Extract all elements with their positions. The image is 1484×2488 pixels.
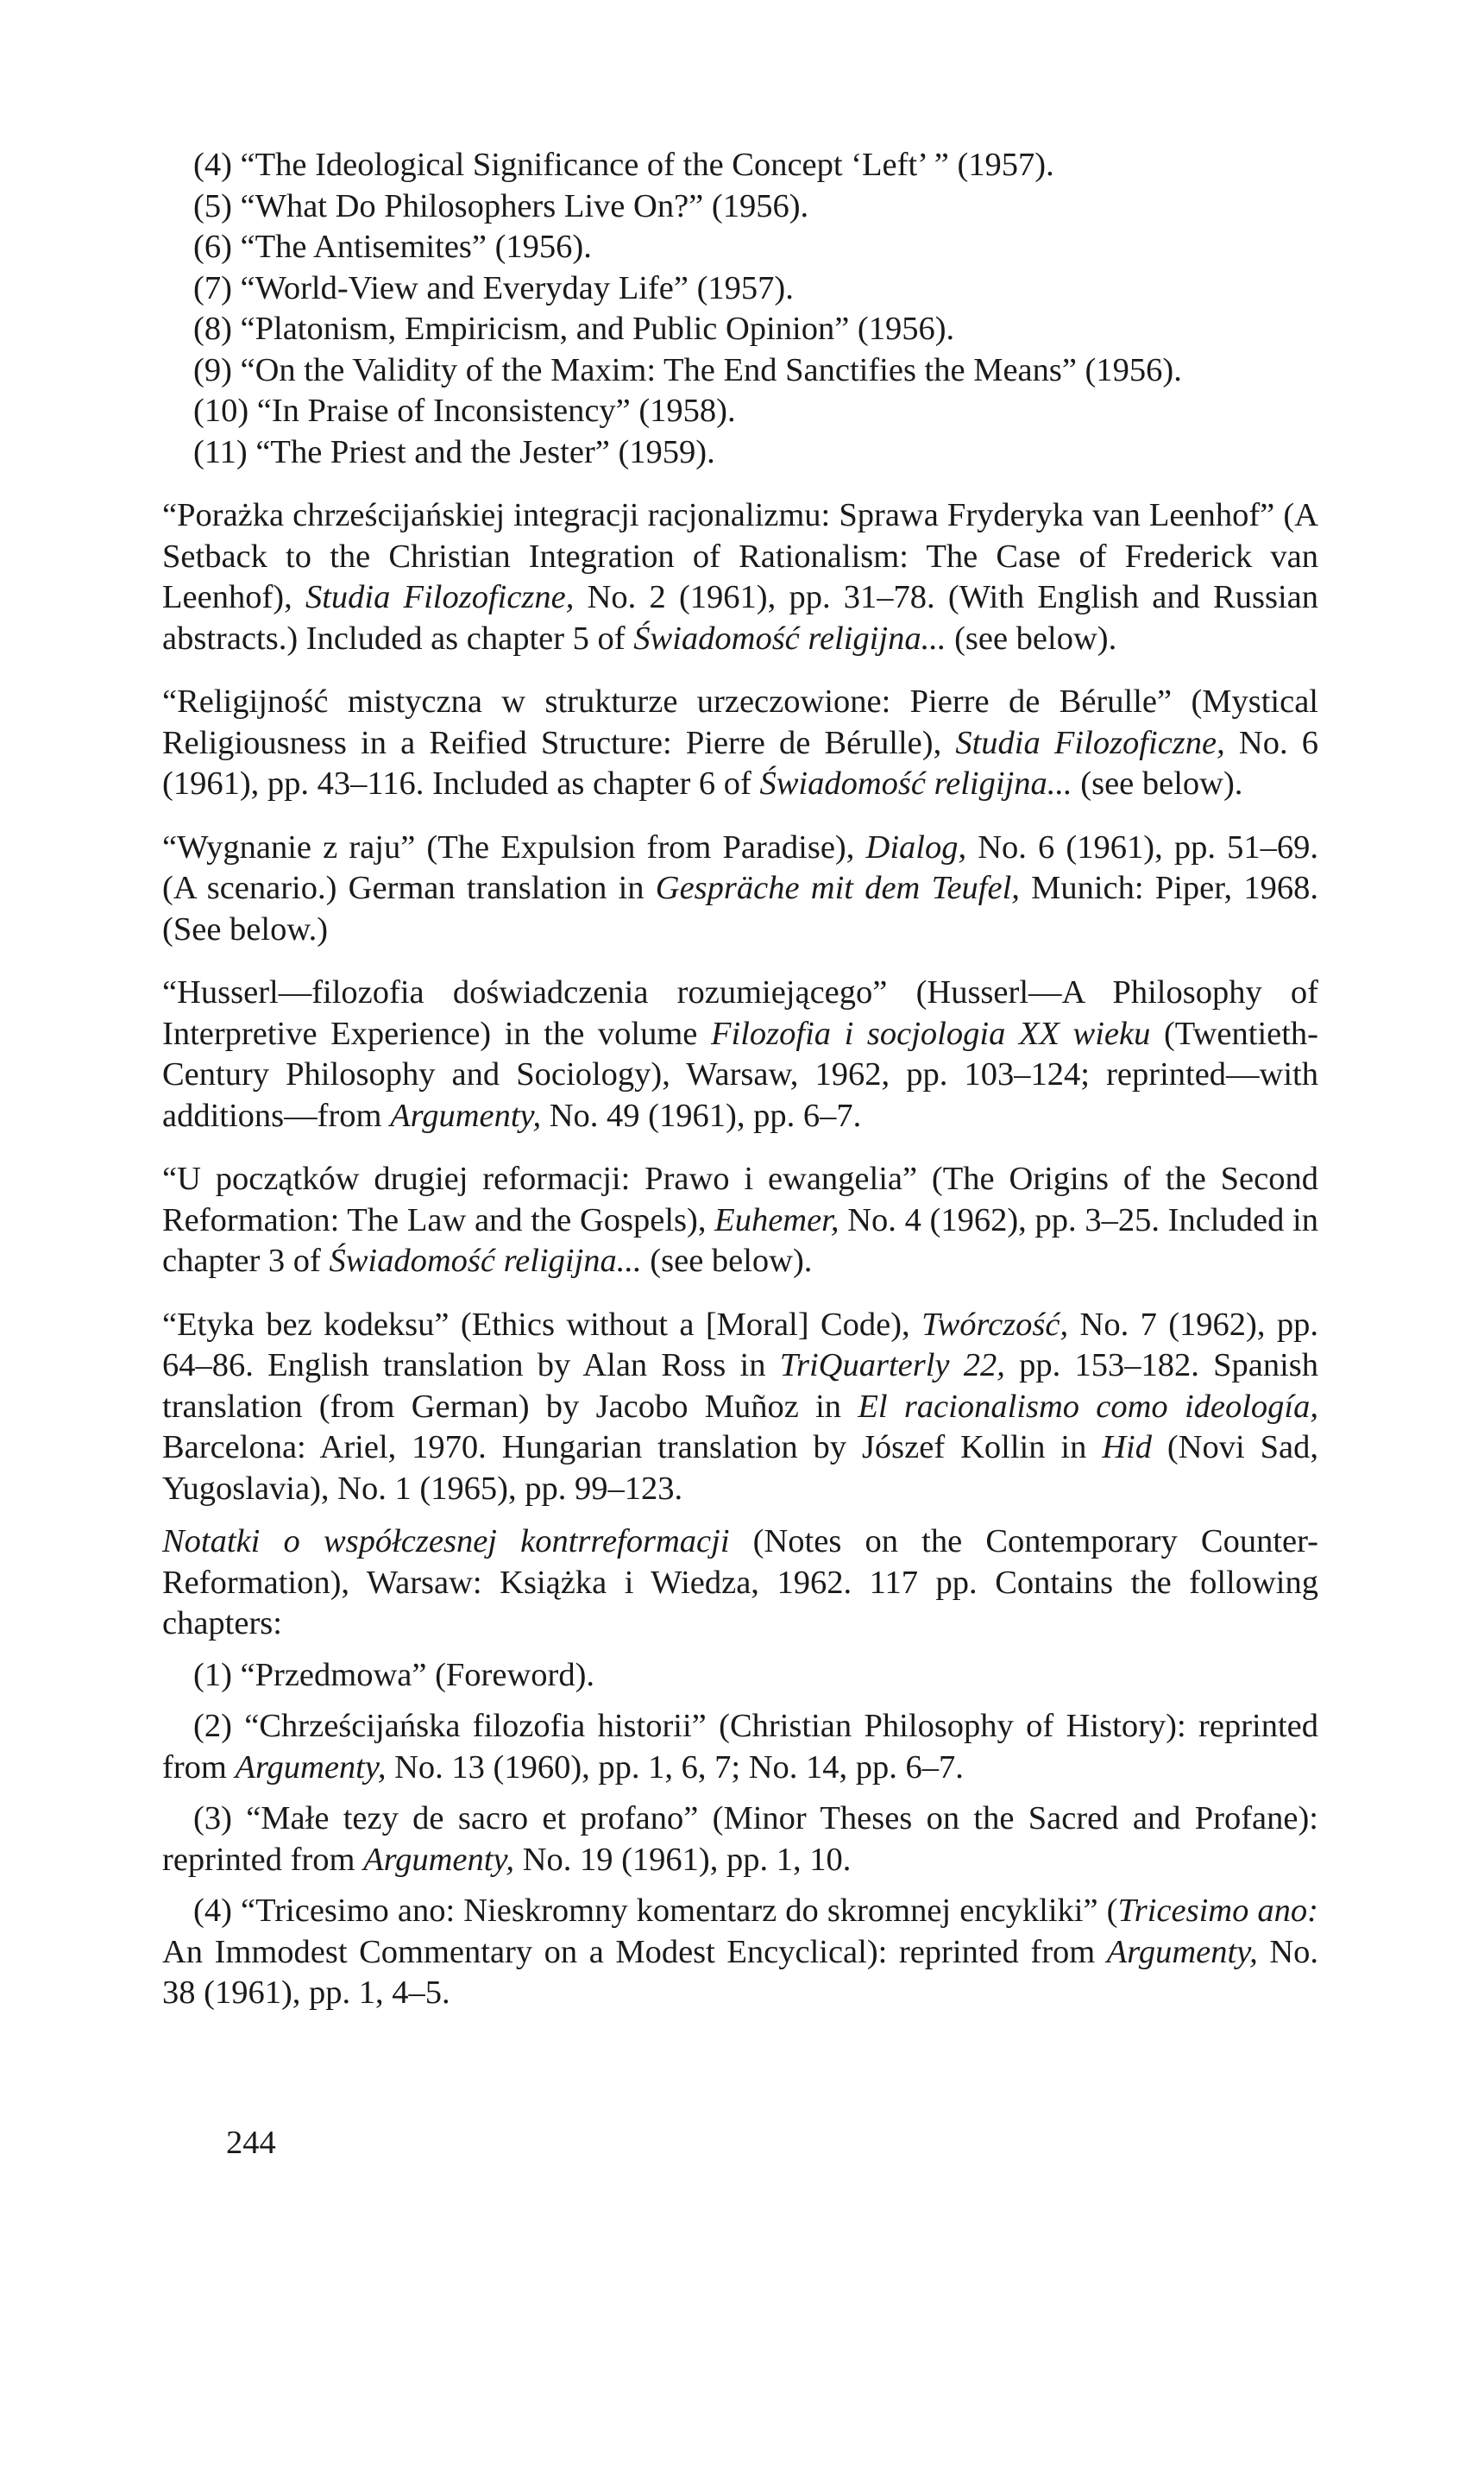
- page-body: [162, 145, 1318, 2014]
- entry-text: No. 6 (1961), pp. 43–116. Included as chapter 6 of: [162, 724, 1318, 802]
- book-title: Świadomość religijna...: [633, 620, 946, 657]
- page-number: 244: [226, 2125, 276, 2161]
- essay-list-item: (10) “In Praise of Inconsistency” (1958).: [193, 393, 736, 429]
- book-title: Notatki o współczesnej kontrreformacji: [162, 1523, 730, 1559]
- entry-text: No. 13 (1960), pp. 1, 6, 7; No. 14, pp. 6–7.: [386, 1748, 964, 1786]
- bibliography-entry-religijnosc: [162, 682, 1318, 805]
- chapter-item: [162, 1891, 1318, 2014]
- journal-title: Argumenty,: [1106, 1933, 1258, 1970]
- entry-text: No. 6 (1961), pp. 51–69. (A scenario.) German translation in: [162, 828, 1318, 906]
- entry-text: An Immodest Commentary on a Modest Encyclical): reprinted from: [162, 1933, 1107, 1970]
- book-title: Filozofia i socjologia XX wieku: [710, 1015, 1151, 1052]
- bibliography-entry-wygnanie: [162, 828, 1318, 951]
- essay-list-item: (7) “World-View and Everyday Life” (1957).: [193, 269, 794, 306]
- book-title: Świadomość religijna...: [329, 1243, 642, 1279]
- entry-text: (Novi Sad, Yugoslavia), No. 1 (1965), pp. 99–123.: [162, 1429, 1318, 1507]
- journal-title: Argumenty,: [363, 1841, 515, 1878]
- entry-text: (Twentieth-Century Philosophy and Sociology), Warsaw, 1962, pp. 103–124; reprinted—with additions—from: [162, 1015, 1318, 1134]
- journal-title: TriQuarterly 22,: [779, 1347, 1005, 1383]
- entry-text: (see below).: [946, 620, 1117, 657]
- chapter-item: [162, 1706, 1318, 1788]
- entry-text: (2) “Chrześcijańska filozofia historii” (Christian Philosophy of History): reprinted from: [162, 1708, 1318, 1786]
- entry-text: (Notes on the Contemporary Counter-Reformation), Warsaw: Książka i Wiedza, 1962. 117 pp. Contains the following chapters:: [162, 1523, 1318, 1641]
- entry-text: No. 7 (1962), pp. 64–86. English translation by Alan Ross in: [162, 1306, 1318, 1383]
- entry-text: pp. 153–182. Spanish translation (from German) by Jacobo Muñoz in: [162, 1347, 1318, 1425]
- journal-title: Euhemer,: [714, 1201, 839, 1238]
- entry-text: “Porażka chrześcijańskiej integracji racjonalizmu: Sprawa Fryderyka van Leenhof” (A Setback to the Christian Integration of Rationalism: The Case of Frederick van Leenhof),: [162, 497, 1318, 615]
- entry-text: Barcelona: Ariel, 1970. Hungarian translation by Jószef Kollin in: [162, 1429, 1103, 1465]
- book-title: El racionalismo como ideología,: [858, 1388, 1318, 1425]
- entry-text: No. 38 (1961), pp. 1, 4–5.: [162, 1933, 1318, 2011]
- entry-text: “Wygnanie z raju” (The Expulsion from Paradise),: [162, 828, 866, 866]
- journal-title: Hid: [1102, 1429, 1152, 1465]
- bibliography-entry-husserl: [162, 973, 1318, 1137]
- entry-text: “Religijność mistyczna w strukturze urzeczowione: Pierre de Bérulle” (Mystical Religiousness in a Reified Structure: Pierre de Bérulle),: [162, 683, 1318, 761]
- essay-list-item: (6) “The Antisemites” (1956).: [193, 229, 592, 265]
- bibliography-entry-etyka: [162, 1305, 1318, 1510]
- entry-text: (4) “Tricesimo ano: Nieskromny komentarz do skromnej encykliki” (: [193, 1893, 1118, 1929]
- essay-list-item: (4) “The Ideological Significance of the Concept ‘Left’ ” (1957).: [193, 147, 1054, 183]
- essay-list-item: (9) “On the Validity of the Maxim: The End Sanctifies the Means” (1956).: [193, 351, 1182, 388]
- journal-title: Dialog,: [865, 828, 967, 866]
- entry-text: No. 4 (1962), pp. 3–25. Included in chapter 3 of: [162, 1201, 1318, 1279]
- entry-text: “U początków drugiej reformacji: Prawo i ewangelia” (The Origins of the Second Reformation: The Law and the Gospels),: [162, 1161, 1318, 1238]
- journal-title: Twórczość,: [921, 1306, 1069, 1343]
- entry-text: “Etyka bez kodeksu” (Ethics without a [Moral] Code),: [162, 1306, 922, 1343]
- entry-text: No. 19 (1961), pp. 1, 10.: [514, 1841, 852, 1878]
- entry-text: (3) “Małe tezy de sacro et profano” (Minor Theses on the Sacred and Profane): reprinted from: [162, 1800, 1318, 1878]
- chapter-item: [162, 1798, 1318, 1880]
- entry-text: (see below).: [641, 1243, 813, 1279]
- bibliography-entry-notatki: [162, 1521, 1318, 1645]
- entry-text: “Husserl—filozofia doświadczenia rozumiejącego” (Husserl—A Philosophy of Interpretive Experience) in the volume: [162, 974, 1318, 1052]
- entry-text: Munich: Piper, 1968. (See below.): [162, 870, 1318, 948]
- entry-text: No. 49 (1961), pp. 6–7.: [541, 1097, 862, 1134]
- bibliography-entry-poczatkow: [162, 1159, 1318, 1282]
- journal-title: Studia Filozoficzne,: [305, 579, 575, 615]
- essay-list-item: (11) “The Priest and the Jester” (1959).: [193, 433, 715, 470]
- chapter-item: (1) “Przedmowa” (Foreword).: [193, 1656, 595, 1693]
- book-title: Tricesimo ano:: [1117, 1893, 1319, 1929]
- bibliography-entry-porazka: [162, 495, 1318, 659]
- entry-text: No. 2 (1961), pp. 31–78. (With English and Russian abstracts.) Included as chapter 5 of: [162, 579, 1318, 657]
- entry-text: (see below).: [1072, 765, 1243, 802]
- essay-list-item: (5) “What Do Philosophers Live On?” (1956).: [193, 187, 809, 224]
- book-title: Gespräche mit dem Teufel,: [655, 870, 1020, 906]
- journal-title: Argumenty,: [235, 1748, 387, 1786]
- journal-title: Studia Filozoficzne,: [955, 724, 1225, 761]
- book-title: Świadomość religijna...: [759, 765, 1072, 802]
- journal-title: Argumenty,: [390, 1097, 542, 1134]
- essay-list-item: (8) “Platonism, Empiricism, and Public Opinion” (1956).: [193, 311, 955, 347]
